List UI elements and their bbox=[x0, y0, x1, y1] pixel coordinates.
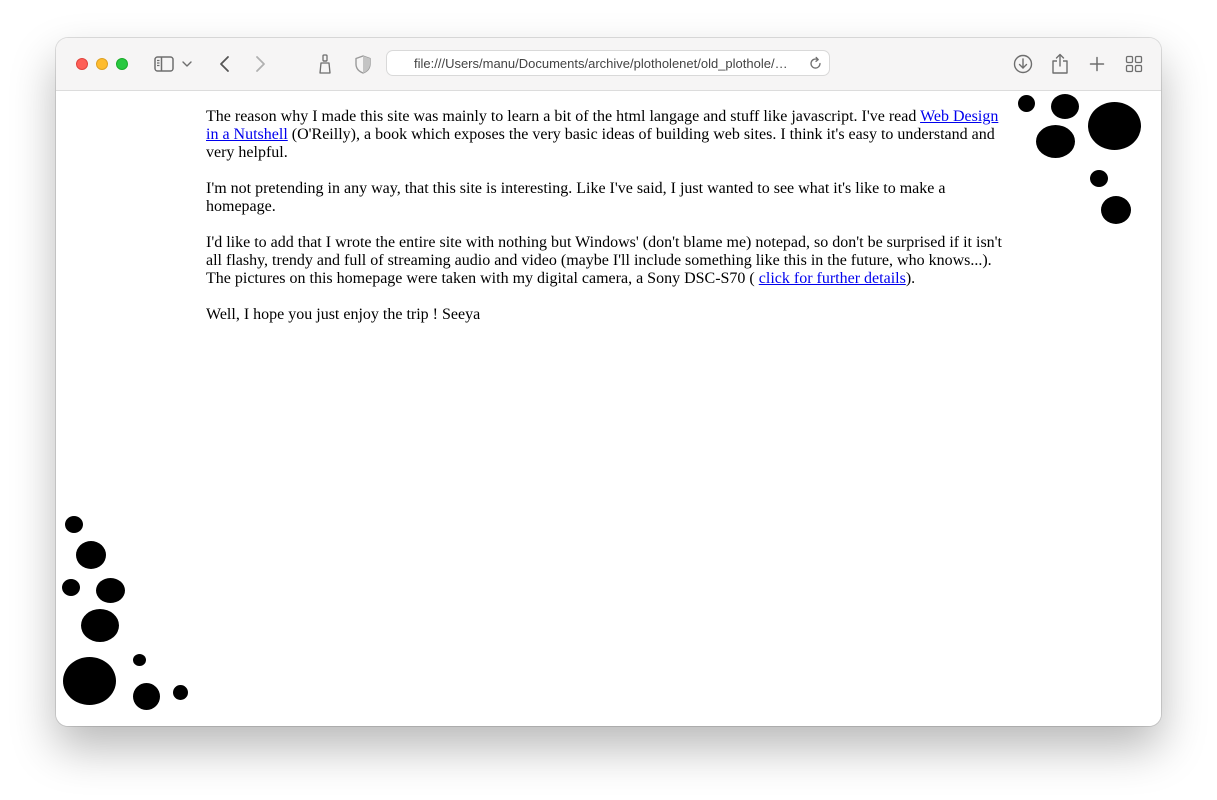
zoom-window-button[interactable] bbox=[116, 58, 128, 70]
plus-icon[interactable] bbox=[1085, 52, 1109, 76]
bubble-decoration bbox=[63, 657, 116, 705]
paragraph-text: The reason why I made this site was mainly to learn a bit of the html langage and stuff like javascript. I've read bbox=[206, 108, 921, 125]
bubble-decoration bbox=[133, 654, 146, 666]
bubble-decoration bbox=[65, 516, 83, 533]
tabs-grid-icon[interactable] bbox=[1122, 52, 1146, 76]
bubble-decoration bbox=[133, 683, 160, 710]
paragraph-purpose: I'm not pretending in any way, that this site is interesting. Like I've said, I just wanted to see what it's like to make a homepage. bbox=[206, 180, 946, 215]
paragraph-intro bbox=[206, 108, 1006, 162]
paragraph-text: (O'Reilly), a book which exposes the very basic ideas of building web sites. I think it's easy to understand and very helpful. bbox=[206, 126, 995, 161]
paragraph-tools bbox=[206, 234, 1006, 288]
paragraph-closing: Well, I hope you just enjoy the trip ! Seeya bbox=[206, 306, 481, 323]
forward-icon[interactable] bbox=[248, 52, 272, 76]
bubble-decoration bbox=[1090, 170, 1108, 187]
bubble-decoration bbox=[1018, 95, 1035, 112]
reload-icon[interactable] bbox=[808, 56, 823, 71]
chevron-down-icon[interactable] bbox=[180, 52, 194, 76]
page-content bbox=[56, 91, 1161, 726]
paragraph-text: I'd like to add that I wrote the entire site with nothing but Windows' (don't blame me) notepad, so don't be surprised if it isn't all flashy, trendy and full of streaming audio and video (maybe I'll include something like this in the future, who knows...). The pictures on this homepage were taken with my digital camera, a Sony DSC-S70 ( bbox=[206, 234, 1002, 287]
bubble-decoration bbox=[1051, 94, 1079, 119]
browser-window bbox=[56, 38, 1161, 726]
address-bar[interactable] bbox=[386, 50, 830, 76]
camera-details-link[interactable]: click for further details bbox=[758, 270, 906, 287]
share-icon[interactable] bbox=[1048, 52, 1072, 76]
browser-toolbar bbox=[56, 38, 1161, 91]
sidebar-icon[interactable] bbox=[152, 52, 176, 76]
download-icon[interactable] bbox=[1011, 52, 1035, 76]
brush-icon[interactable] bbox=[313, 52, 337, 76]
address-text: file:///Users/manu/Documents/archive/plotholenet/old_plothole/… bbox=[414, 56, 788, 71]
about-text bbox=[206, 108, 1006, 342]
bubble-decoration bbox=[62, 579, 80, 596]
bubble-decoration bbox=[76, 541, 106, 569]
shield-icon[interactable] bbox=[351, 52, 375, 76]
bubble-decoration bbox=[96, 578, 125, 603]
bubble-decoration bbox=[81, 609, 119, 642]
back-icon[interactable] bbox=[213, 52, 237, 76]
bubble-decoration bbox=[173, 685, 188, 700]
bubble-decoration bbox=[1088, 102, 1141, 150]
minimize-window-button[interactable] bbox=[96, 58, 108, 70]
bubble-decoration bbox=[1036, 125, 1075, 158]
bubble-decoration bbox=[1101, 196, 1131, 224]
paragraph-text: ). bbox=[905, 270, 916, 287]
web-design-book-link[interactable]: Web Design in a Nutshell bbox=[206, 108, 999, 143]
close-window-button[interactable] bbox=[76, 58, 88, 70]
